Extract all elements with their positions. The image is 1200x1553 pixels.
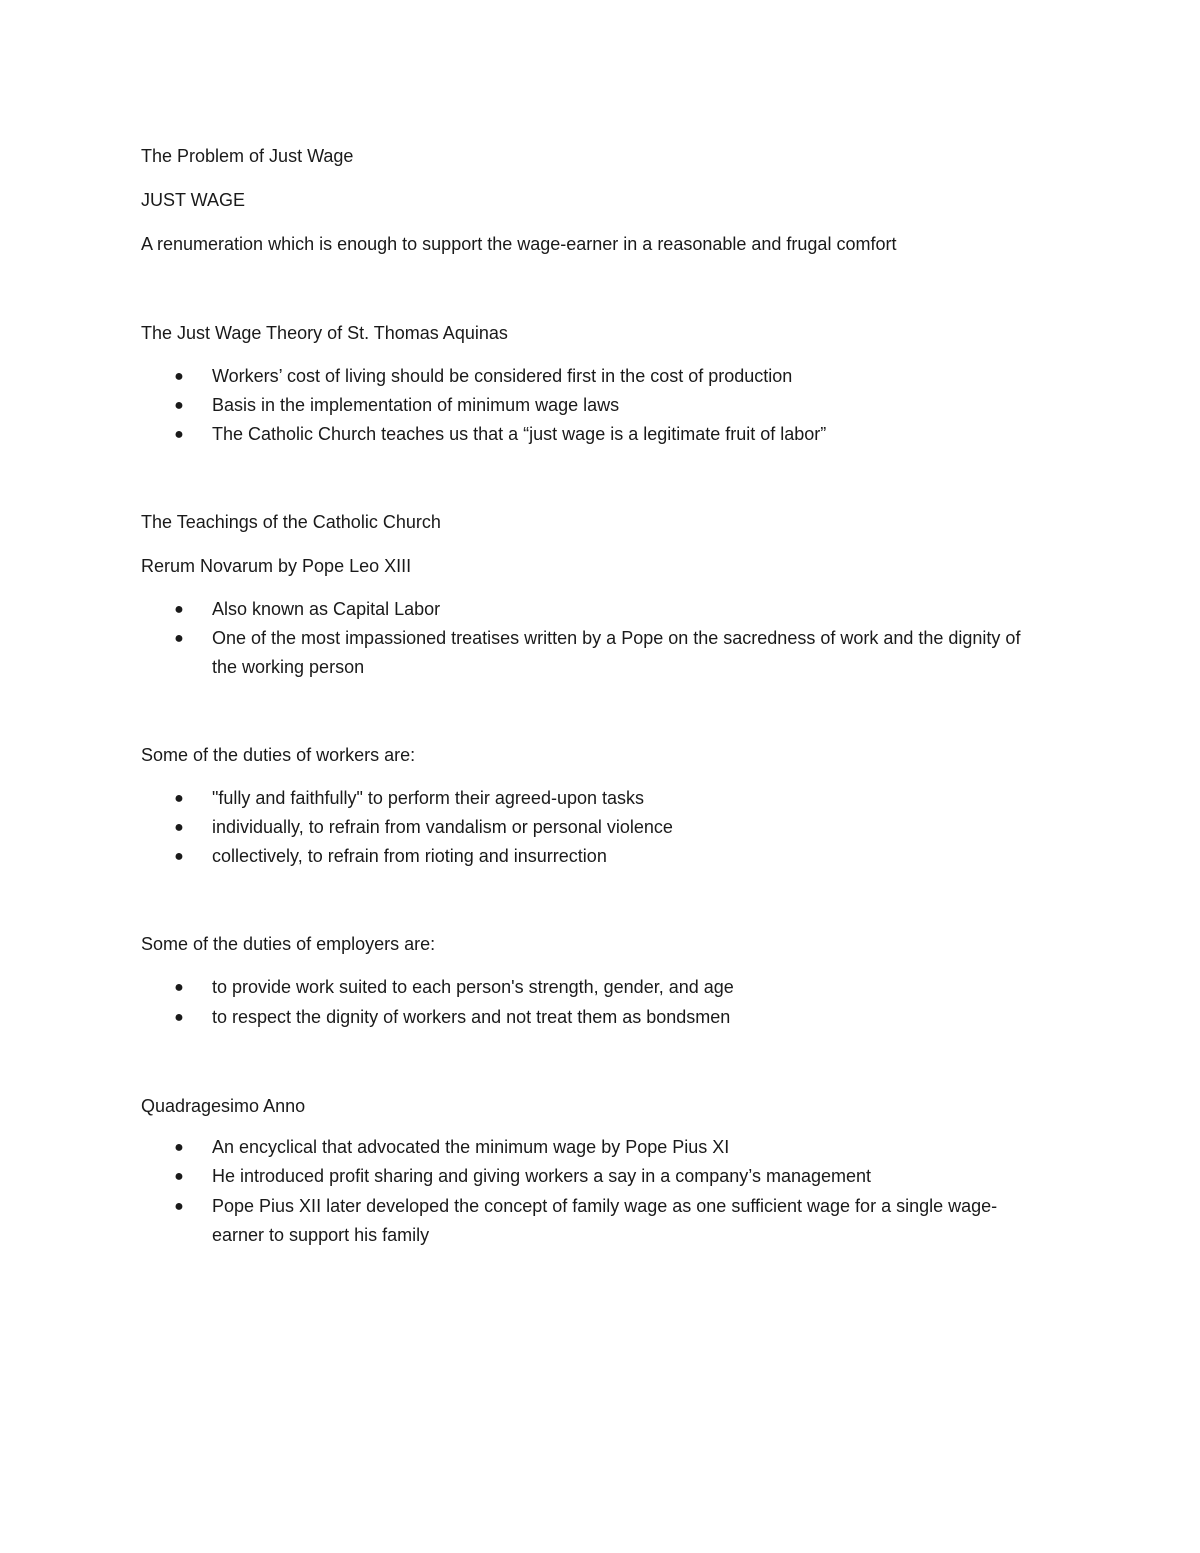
bullet-icon: ● [174, 426, 184, 443]
bullet-icon: ● [174, 1168, 184, 1185]
definition-paragraph: A renumeration which is enough to support the wage-earner in a reasonable and frugal comfort [141, 234, 897, 254]
employers-duties-heading: Some of the duties of employers are: [141, 934, 436, 954]
list-item-text: Also known as Capital Labor [212, 599, 441, 619]
list-item-text: Workers’ cost of living should be considered first in the cost of production [212, 366, 793, 386]
list-item-text: An encyclical that advocated the minimum wage by Pope Pius XI [212, 1137, 730, 1157]
teachings-heading: The Teachings of the Catholic Church [141, 512, 441, 532]
bullet-icon: ● [174, 979, 184, 996]
quadragesimo-heading: Quadragesimo Anno [141, 1096, 306, 1116]
list-item-text: One of the most impassioned treatises written by a Pope on the sacredness of work and the dignity of the working person [212, 628, 1021, 677]
workers-duties-heading: Some of the duties of workers are: [141, 745, 416, 765]
list-item-text: He introduced profit sharing and giving workers a say in a company’s management [212, 1166, 872, 1186]
list-item-text: to provide work suited to each person's strength, gender, and age [212, 977, 734, 997]
bullet-icon: ● [174, 790, 184, 807]
aquinas-heading: The Just Wage Theory of St. Thomas Aquinas [141, 323, 508, 343]
section-heading-just-wage: JUST WAGE [141, 190, 246, 210]
list-item-text: collectively, to refrain from rioting and insurrection [212, 846, 607, 866]
bullet-icon: ● [174, 1139, 184, 1156]
list-item-text: to respect the dignity of workers and not treat them as bondsmen [212, 1007, 731, 1027]
document-title: The Problem of Just Wage [141, 146, 354, 166]
rerum-novarum-heading: Rerum Novarum by Pope Leo XIII [141, 556, 412, 576]
list-item-text: Pope Pius XII later developed the concept of family wage as one sufficient wage for a single wage-earner to support his family [212, 1196, 998, 1245]
bullet-icon: ● [174, 1009, 184, 1026]
list-item-text: individually, to refrain from vandalism or personal violence [212, 817, 673, 837]
bullet-icon: ● [174, 368, 184, 385]
list-item-text: "fully and faithfully" to perform their agreed-upon tasks [212, 788, 644, 808]
bullet-icon: ● [174, 601, 184, 618]
bullet-icon: ● [174, 397, 184, 414]
list-item-text: Basis in the implementation of minimum wage laws [212, 395, 620, 415]
bullet-icon: ● [174, 630, 184, 647]
list-item-text: The Catholic Church teaches us that a “just wage is a legitimate fruit of labor” [212, 424, 827, 444]
bullet-icon: ● [174, 819, 184, 836]
bullet-icon: ● [174, 1198, 184, 1215]
bullet-icon: ● [174, 848, 184, 865]
